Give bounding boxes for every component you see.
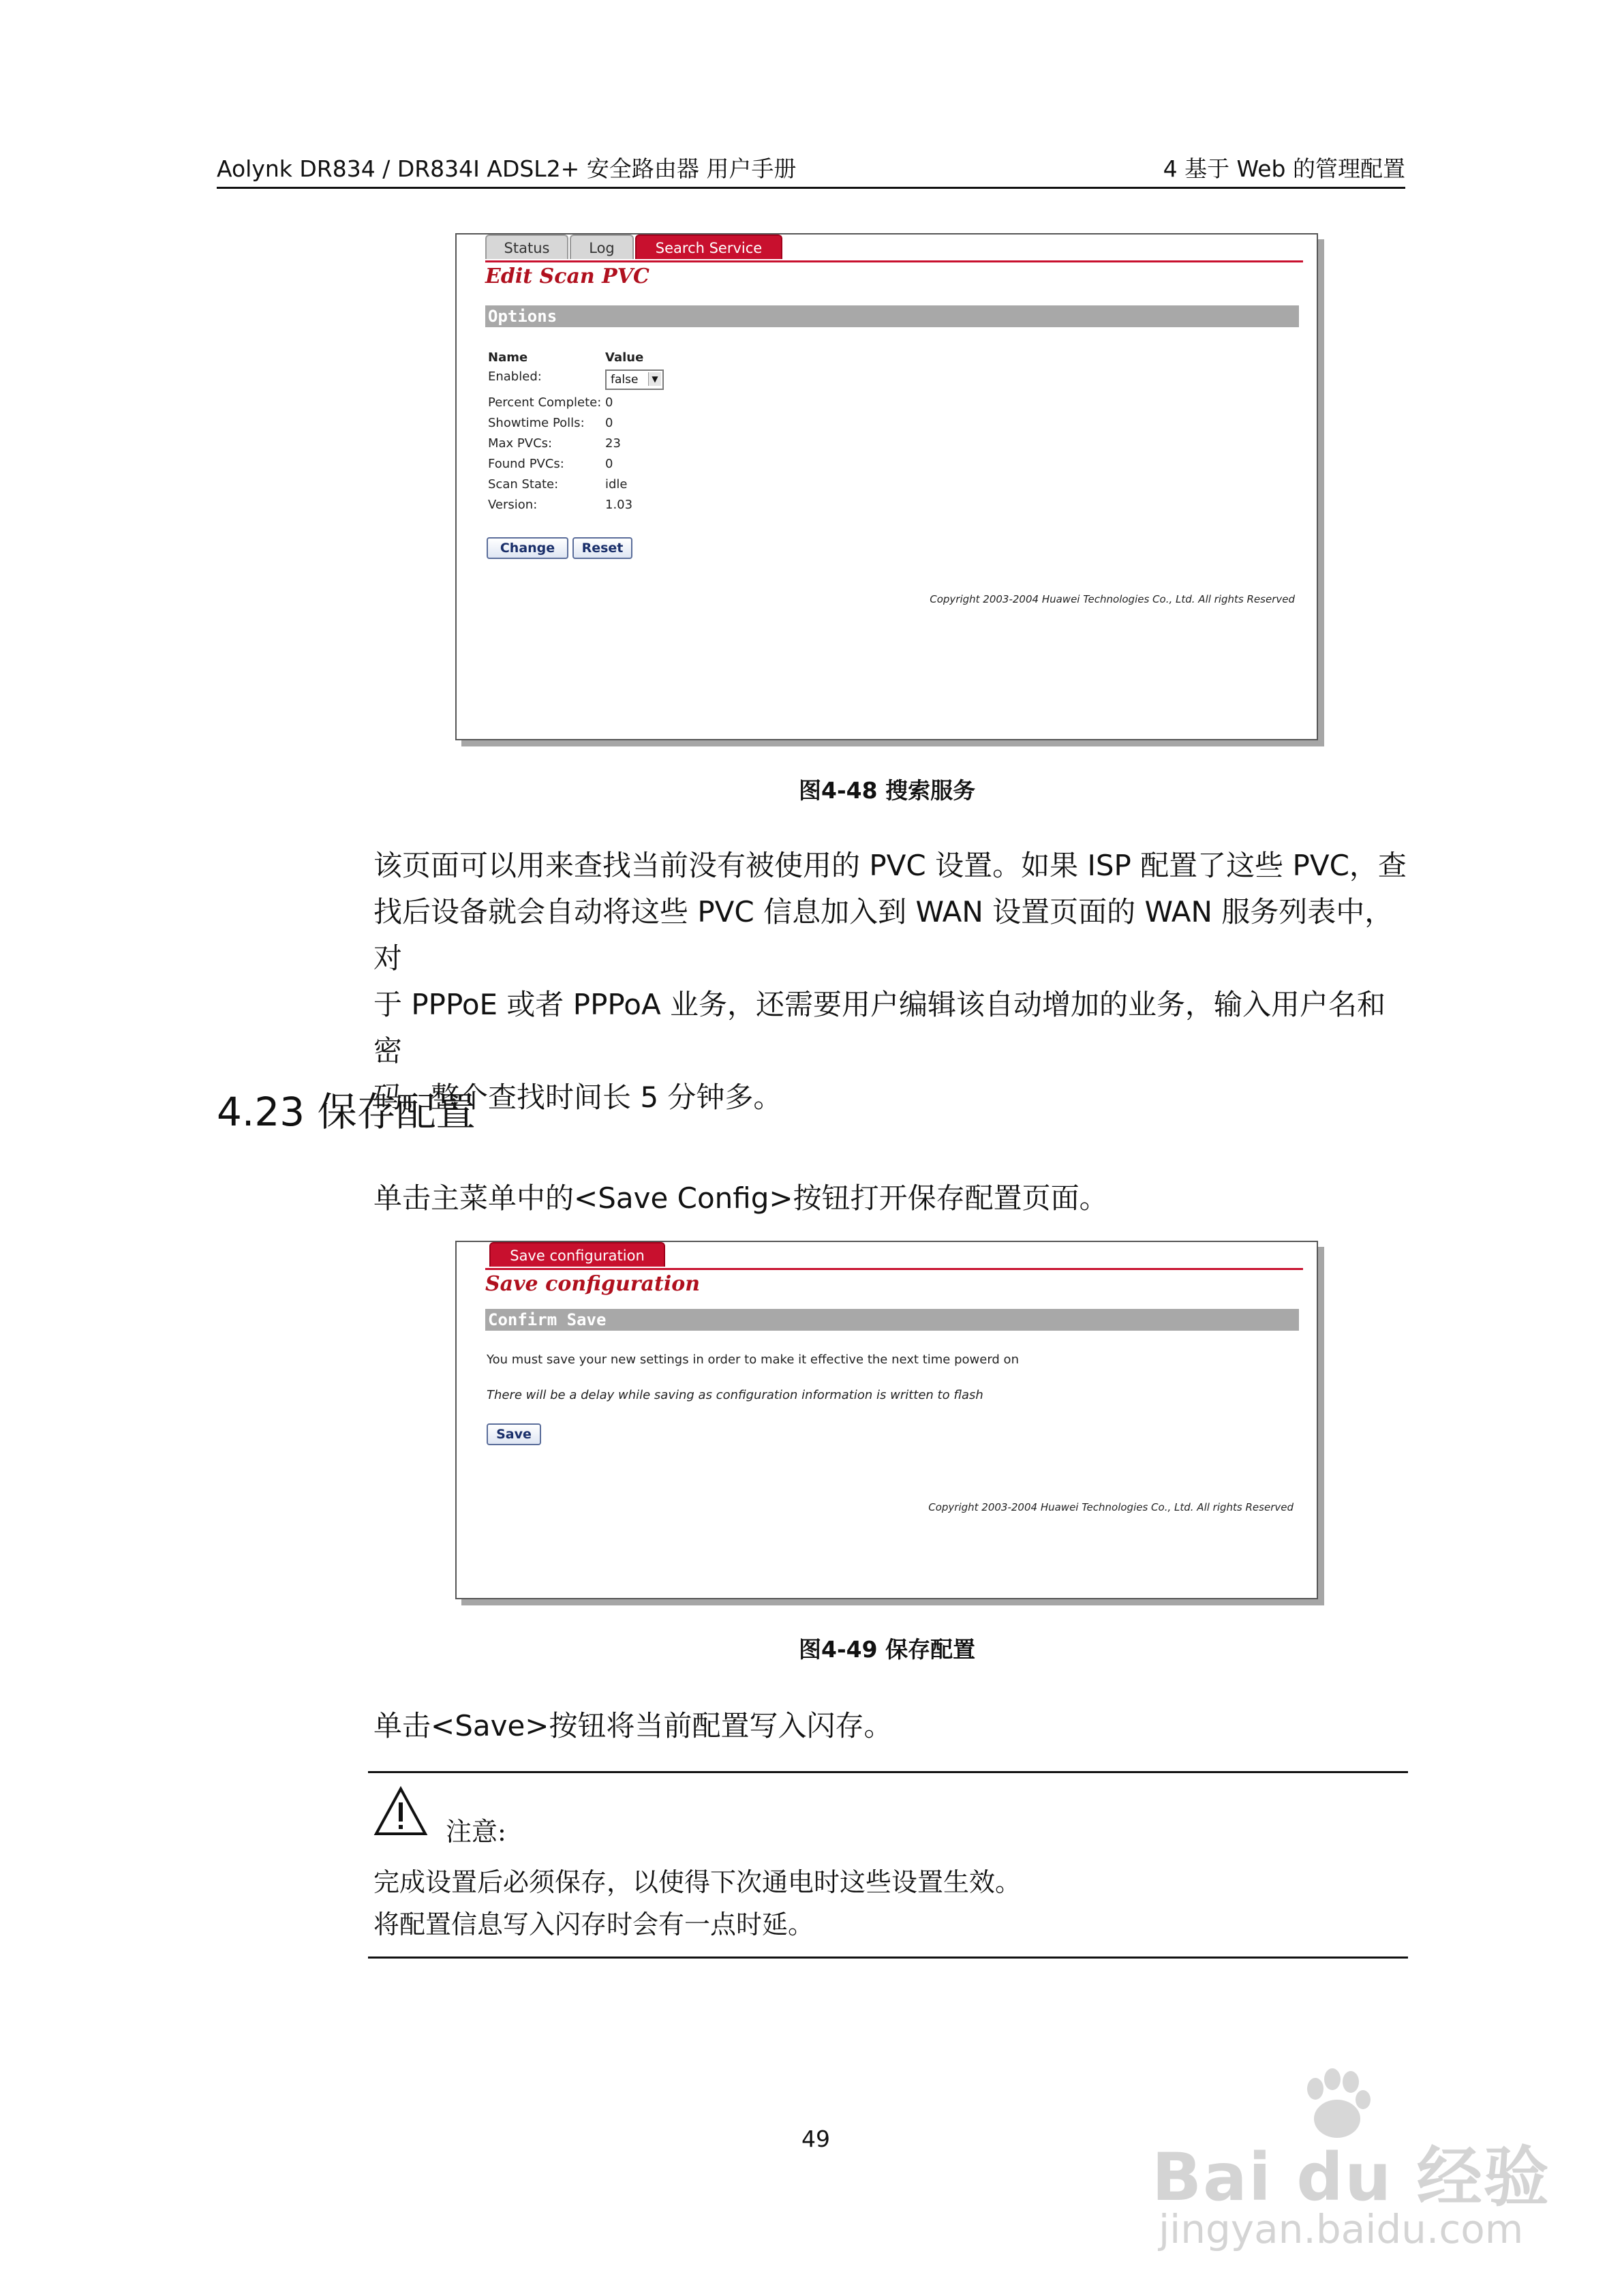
page-number: 49 — [801, 2126, 830, 2152]
enabled-label: Enabled: — [488, 369, 542, 384]
max-pvcs-label: Max PVCs: — [488, 436, 553, 451]
paragraph-line: 于 PPPoE 或者 PPPoA 业务，还需要用户编辑该自动增加的业务，输入用户名和密 — [373, 988, 1386, 1068]
page-title: Edit Scan PVC — [485, 265, 649, 288]
change-button[interactable]: Change — [487, 537, 568, 559]
search-service-screenshot — [455, 233, 1318, 740]
note-top-rule — [368, 1771, 1408, 1773]
save-configuration-screenshot — [455, 1241, 1318, 1599]
figure-caption-4-49: 图4-49 保存配置 — [799, 1636, 976, 1663]
save-delay-note: There will be a delay while saving as configuration information is written to flash — [487, 1388, 983, 1402]
header-divider — [217, 187, 1405, 189]
percent-complete-value: 0 — [605, 395, 613, 410]
options-section-bar: Options — [485, 305, 1299, 327]
scan-state-label: Scan State: — [488, 477, 559, 492]
chevron-down-icon: ▼ — [648, 372, 661, 386]
note-line: 完成设置后必须保存，以使得下次通电时这些设置生效。 — [373, 1867, 1022, 1897]
paragraph-line: 码。整个查找时间长 5 分钟多。 — [373, 1081, 782, 1114]
tab-status[interactable]: Status — [485, 235, 568, 259]
paragraph-line: 找后设备就会自动将这些 PVC 信息加入到 WAN 设置页面的 WAN 服务列表中，对 — [373, 895, 1394, 975]
save-instruction-text: You must save your new settings in order to make it effective the next time powerd on — [487, 1353, 1019, 1367]
note-bottom-rule — [368, 1957, 1408, 1959]
version-label: Version: — [488, 498, 538, 512]
running-header-title: Aolynk DR834 / DR834I ADSL2+ 安全路由器 用户手册 — [217, 155, 797, 182]
tab-save-configuration[interactable]: Save configuration — [489, 1242, 665, 1267]
max-pvcs-value: 23 — [605, 436, 621, 451]
paragraph-line: 该页面可以用来查找当前没有被使用的 PVC 设置。如果 ISP 配置了这些 PVC，查 — [373, 849, 1407, 882]
tab-search-service[interactable]: Search Service — [635, 235, 782, 259]
version-value: 1.03 — [605, 498, 633, 512]
note-title: 注意: — [446, 1817, 506, 1847]
copyright-text: Copyright 2003-2004 Huawei Technologies Co., Ltd. All rights Reserved — [930, 593, 1295, 605]
found-pvcs-value: 0 — [605, 457, 613, 471]
running-header-chapter: 4 基于 Web 的管理配置 — [1163, 155, 1405, 182]
found-pvcs-label: Found PVCs: — [488, 457, 564, 471]
column-header-name: Name — [488, 350, 528, 365]
note-line: 将配置信息写入闪存时会有一点时延。 — [373, 1909, 814, 1939]
enabled-select[interactable] — [605, 369, 664, 390]
tab-underline — [485, 260, 1303, 262]
tab-bar — [485, 235, 1303, 260]
showtime-polls-value: 0 — [605, 416, 613, 430]
watermark-url: jingyan.baidu.com — [1159, 2206, 1524, 2252]
tab-underline — [485, 1268, 1303, 1270]
save-button[interactable]: Save — [487, 1423, 541, 1445]
percent-complete-label: Percent Complete: — [488, 395, 602, 410]
confirm-save-section-bar: Confirm Save — [485, 1309, 1299, 1331]
figure-caption-4-48: 图4-48 搜索服务 — [799, 777, 976, 804]
tab-bar — [485, 1242, 1303, 1268]
column-header-value: Value — [605, 350, 644, 365]
warning-icon — [373, 1786, 428, 1837]
scan-state-value: idle — [605, 477, 628, 492]
reset-button[interactable]: Reset — [572, 537, 632, 559]
section-title: 4.23 保存配置 — [217, 1089, 476, 1135]
paragraph-save-instruction: 单击<Save>按钮将当前配置写入闪存。 — [373, 1709, 893, 1742]
enabled-select-value: false — [611, 373, 639, 387]
page-title: Save configuration — [485, 1272, 701, 1296]
paragraph-save-config-intro: 单击主菜单中的<Save Config>按钮打开保存配置页面。 — [373, 1181, 1108, 1215]
copyright-text: Copyright 2003-2004 Huawei Technologies Co., Ltd. All rights Reserved — [928, 1501, 1294, 1513]
watermark-logo: Bai du 经验 — [1152, 2139, 1550, 2216]
showtime-polls-label: Showtime Polls: — [488, 416, 585, 430]
paragraph-search-service — [373, 843, 1409, 1121]
tab-log[interactable]: Log — [570, 235, 634, 259]
